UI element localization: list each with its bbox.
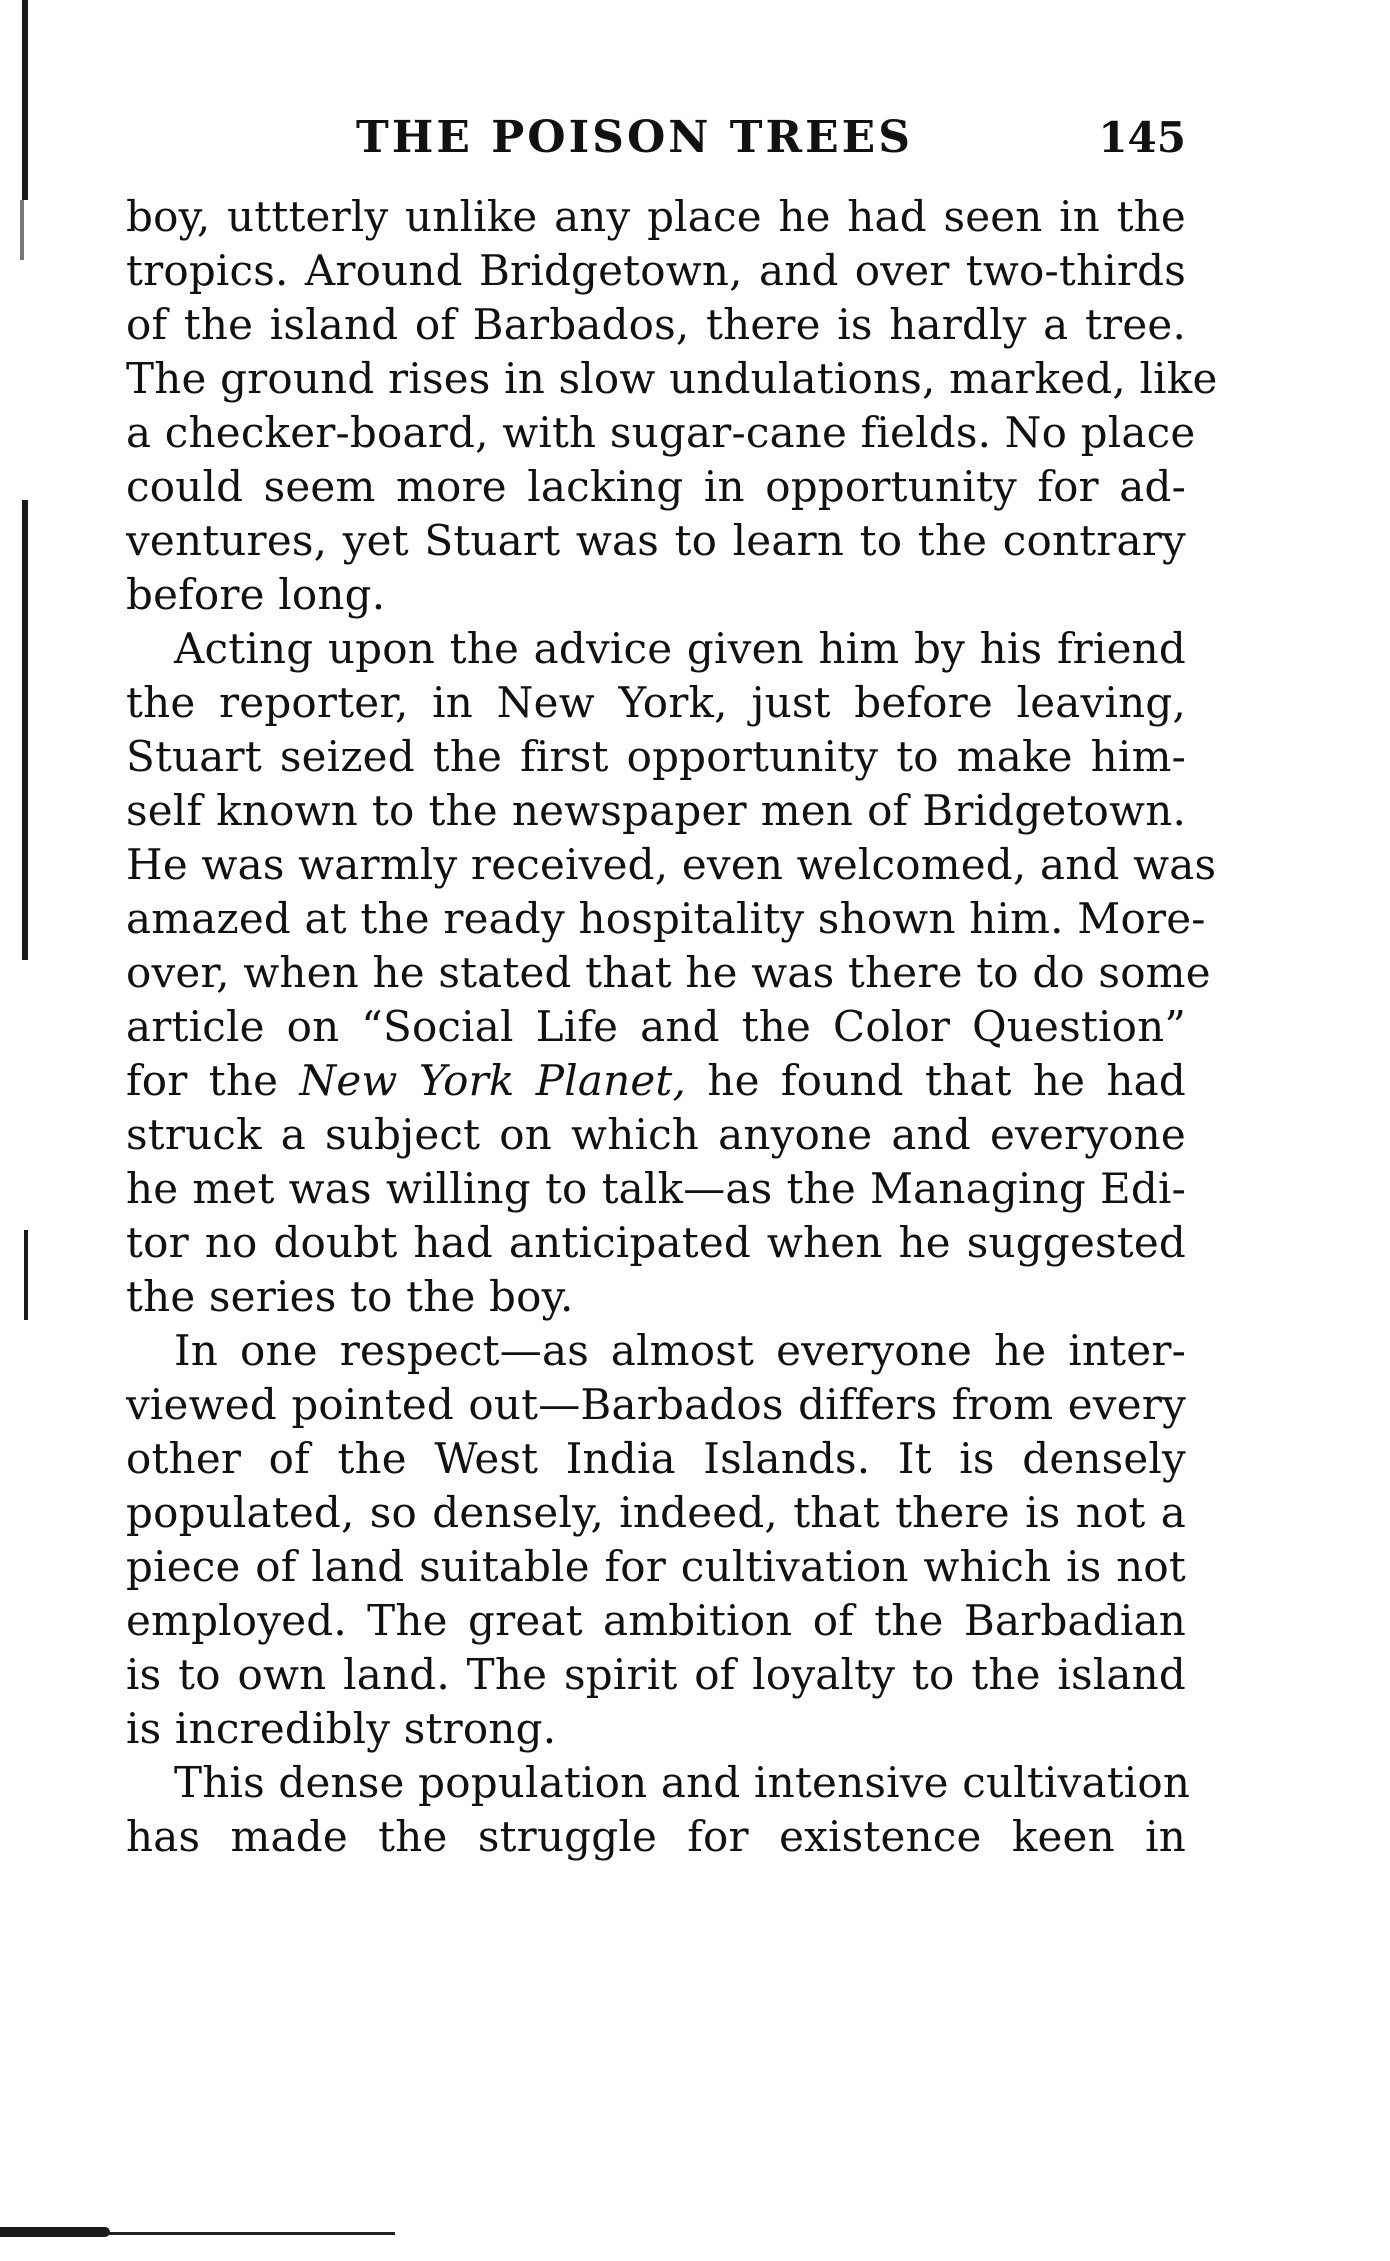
text-line: employed. The great ambition of the Barbadian — [126, 1596, 1186, 1645]
text-line: The ground rises in slow undulations, marked, like — [126, 354, 1218, 403]
text-line: self known to the newspaper men of Bridgetown. — [126, 786, 1186, 835]
text-line: the series to the boy. — [126, 1272, 574, 1321]
text-line: amazed at the ready hospitality shown him. More- — [126, 894, 1206, 943]
scan-margin-mark — [20, 200, 24, 260]
text-line: piece of land suitable for cultivation which is not — [126, 1542, 1186, 1591]
text-line: boy, uttterly unlike any place he had seen in the — [126, 192, 1186, 241]
publication-title: New York Planet, — [299, 1056, 687, 1105]
text-line: tor no doubt had anticipated when he suggested — [126, 1218, 1186, 1267]
text-line: ventures, yet Stuart was to learn to the contrary — [126, 516, 1186, 565]
scan-margin-mark — [22, 0, 28, 200]
text-line: article on “Social Life and the Color Question” — [126, 1002, 1186, 1051]
text-line: over, when he stated that he was there to do some — [126, 948, 1211, 997]
text-line: could seem more lacking in opportunity for ad- — [126, 462, 1186, 511]
text-line: is incredibly strong. — [126, 1704, 557, 1753]
text-line: a checker-board, with sugar-cane fields. No place — [126, 408, 1196, 457]
text-line: struck a subject on which anyone and everyone — [126, 1110, 1186, 1159]
text-line: tropics. Around Bridgetown, and over two-thirds — [126, 246, 1186, 295]
text-fragment: for the — [126, 1056, 300, 1105]
text-line: He was warmly received, even welcomed, and was — [126, 840, 1217, 889]
text-line: before long. — [126, 570, 386, 619]
text-line: viewed pointed out—Barbados differs from every — [126, 1380, 1186, 1429]
text-line: of the island of Barbados, there is hardly a tree. — [126, 300, 1186, 349]
text-line: populated, so densely, indeed, that there is not a — [126, 1488, 1186, 1537]
text-line: is to own land. The spirit of loyalty to the island — [126, 1650, 1186, 1699]
scan-margin-mark — [24, 1230, 28, 1320]
text-line: Acting upon the advice given him by his friend — [174, 624, 1186, 673]
running-title: THE POISON TREES — [356, 112, 913, 163]
text-line: has made the struggle for existence keen in — [126, 1812, 1186, 1861]
footer-rule-mark — [0, 2227, 110, 2237]
body-text — [126, 190, 1218, 1864]
text-line: other of the West India Islands. It is densely — [126, 1434, 1186, 1483]
text-line: In one respect—as almost everyone he inter- — [174, 1326, 1186, 1375]
text-line: the reporter, in New York, just before leaving, — [126, 678, 1186, 727]
page-header — [126, 108, 1186, 168]
text-line — [126, 1054, 1186, 1108]
text-line: Stuart seized the first opportunity to make him- — [126, 732, 1186, 781]
text-fragment: he found that he had — [686, 1056, 1187, 1105]
text-line: he met was willing to talk—as the Managing Edi- — [126, 1164, 1186, 1213]
text-line: This dense population and intensive cultivation — [174, 1758, 1191, 1807]
page-number: 145 — [1098, 113, 1186, 162]
scan-margin-mark — [22, 500, 28, 960]
